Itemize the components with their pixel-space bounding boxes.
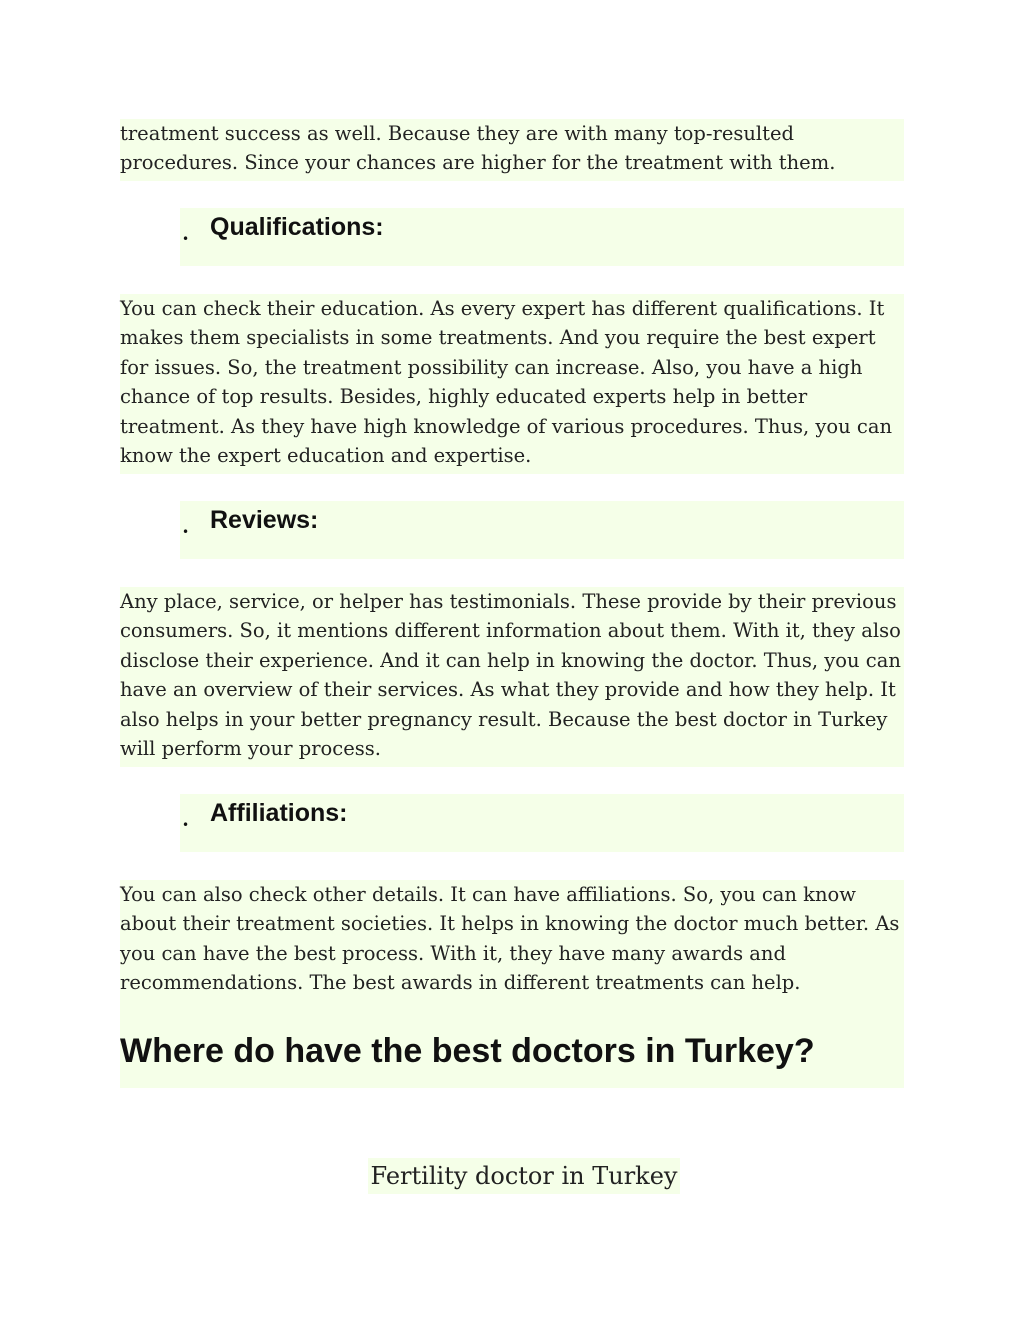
- bullet-reviews: [180, 501, 904, 559]
- section-title-reviews: Reviews:: [210, 506, 319, 534]
- section-heading: Where do have the best doctors in Turkey?: [120, 1014, 904, 1088]
- bullet-affiliations: [180, 794, 904, 852]
- bullet-qualifications: [180, 208, 904, 266]
- intro-paragraph-text: treatment success as well. Because they are with many top-resulted procedures. Since your chances are higher for the treatment with them.: [120, 122, 836, 175]
- qualifications-paragraph-text: You can check their education. As every expert has different qualifications. It makes them specialists in some treatments. And you require the best expert for issues. So, the treatment possibility can increase. Also, you have a high chance of top results. Besides, highly educated experts help in better treatment. As they have high knowledge of various procedures. Thus, you can know the expert education and expertise.: [120, 297, 893, 468]
- reviews-paragraph: [120, 587, 904, 767]
- affiliations-paragraph: [120, 880, 904, 1014]
- section-title-affiliations: Affiliations:: [210, 799, 348, 827]
- image-caption: Fertility doctor in Turkey: [368, 1158, 680, 1194]
- qualifications-paragraph: [120, 294, 904, 474]
- bullet-dot-icon: •: [182, 232, 190, 246]
- bullet-dot-icon: •: [182, 525, 190, 539]
- intro-paragraph: [120, 119, 904, 181]
- bullet-dot-icon: •: [182, 818, 190, 832]
- section-title-qualifications: Qualifications:: [210, 213, 384, 241]
- reviews-paragraph-text: Any place, service, or helper has testimonials. These provide by their previous consumers. So, it mentions different information about them. With it, they also disclose their experience. And it can help in knowing the doctor. Thus, you can have an overview of their services. As what they provide and how they help. It also helps in your better pregnancy result. Because the best doctor in Turkey will perform your process.: [120, 590, 901, 761]
- affiliations-paragraph-text: You can also check other details. It can have affiliations. So, you can know about their treatment societies. It helps in knowing the doctor much better. As you can have the best process. With it, they have many awards and recommendations. The best awards in different treatments can help.: [120, 883, 900, 995]
